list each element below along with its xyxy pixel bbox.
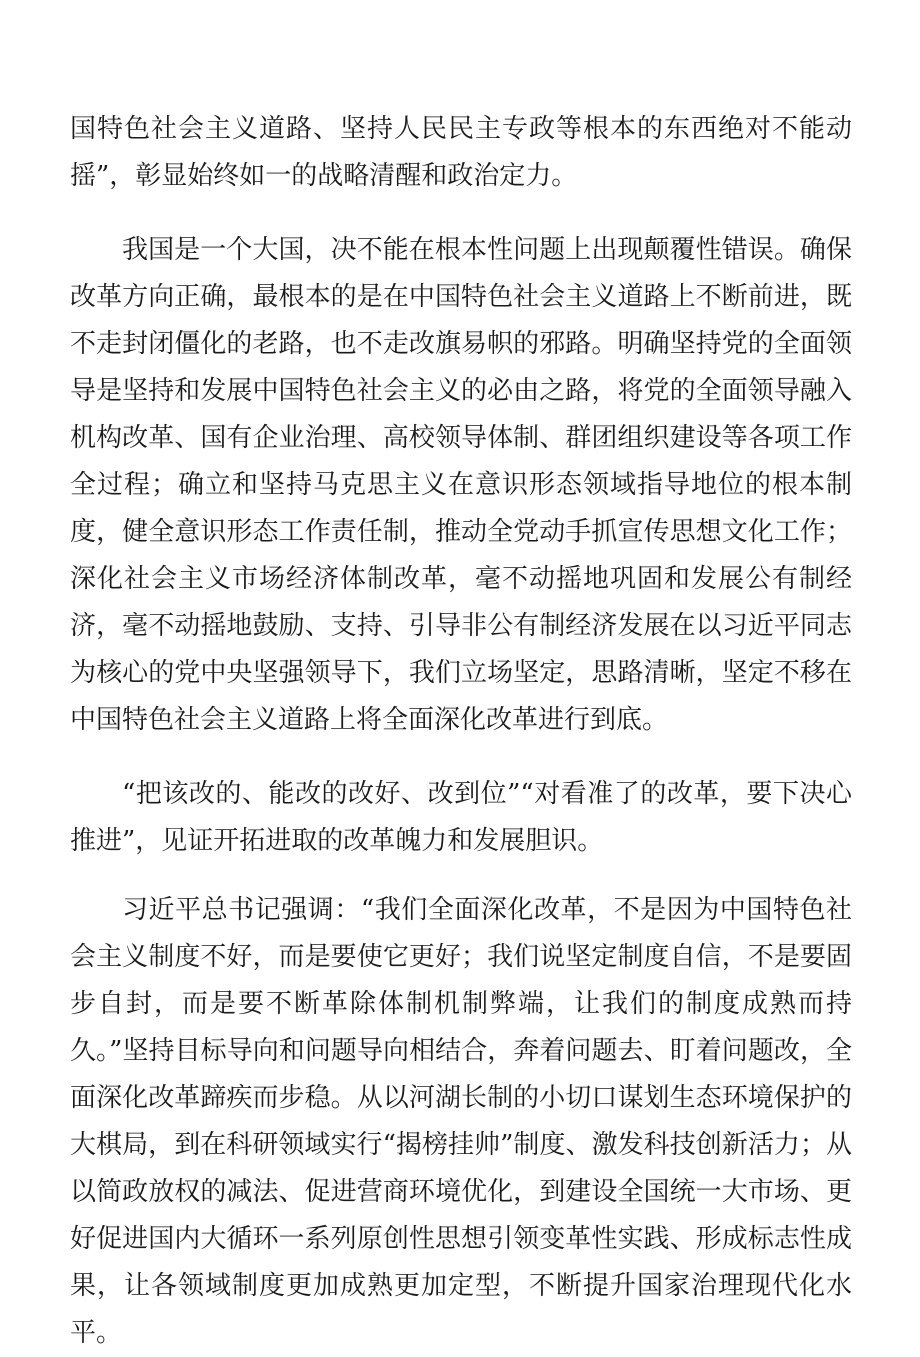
paragraph-3: “把该改的、能改的改好、改到位”“对看准了的改革，要下决心推进”，见证开拓进取的改革魄力和发展胆识。 <box>70 779 852 856</box>
paragraph-4: 习近平总书记强调：“我们全面深化改革，不是因为中国特色社会主义制度不好，而是要使它更好；我们说坚定制度自信，不是要固步自封，而是要不断革除体制机制弊端，让我们的制度成熟而持久。”坚持目标导向和问题导向相结合，奔着问题去、盯着问题改，全面深化改革蹄疾而步稳。从以河湖长制的小切口谋划生态环境保护的大棋局，到在科研领域实行“揭榜挂帅”制度、激发科技创新活力；从以简政放权的减法、促进营商环境优化，到建设全国统一大市场、更好促进国内大循环一系列原创性思想引领变革性实践、形成标志性成果，让各领域制度更加成熟更加定型，不断提升国家治理现代化水平。 <box>70 895 852 1348</box>
paragraph-1: 国特色社会主义道路、坚持人民民主专政等根本的东西绝对不能动摇”，彰显始终如一的战略清醒和政治定力。 <box>70 114 852 191</box>
document-body <box>70 106 852 1357</box>
paragraph-2: 我国是一个大国，决不能在根本性问题上出现颠覆性错误。确保改革方向正确，最根本的是在中国特色社会主义道路上不断前进，既不走封闭僵化的老路，也不走改旗易帜的邪路。明确坚持党的全面领导是坚持和发展中国特色社会主义的必由之路，将党的全面领导融入机构改革、国有企业治理、高校领导体制、群团组织建设等各项工作全过程；确立和坚持马克思主义在意识形态领域指导地位的根本制度，健全意识形态工作责任制，推动全党动手抓宣传思想文化工作；深化社会主义市场经济体制改革，毫不动摇地巩固和发展公有制经济，毫不动摇地鼓励、支持、引导非公有制经济发展在以习近平同志为核心的党中央坚强领导下，我们立场坚定，思路清晰，坚定不移在中国特色社会主义道路上将全面深化改革进行到底。 <box>70 235 852 735</box>
